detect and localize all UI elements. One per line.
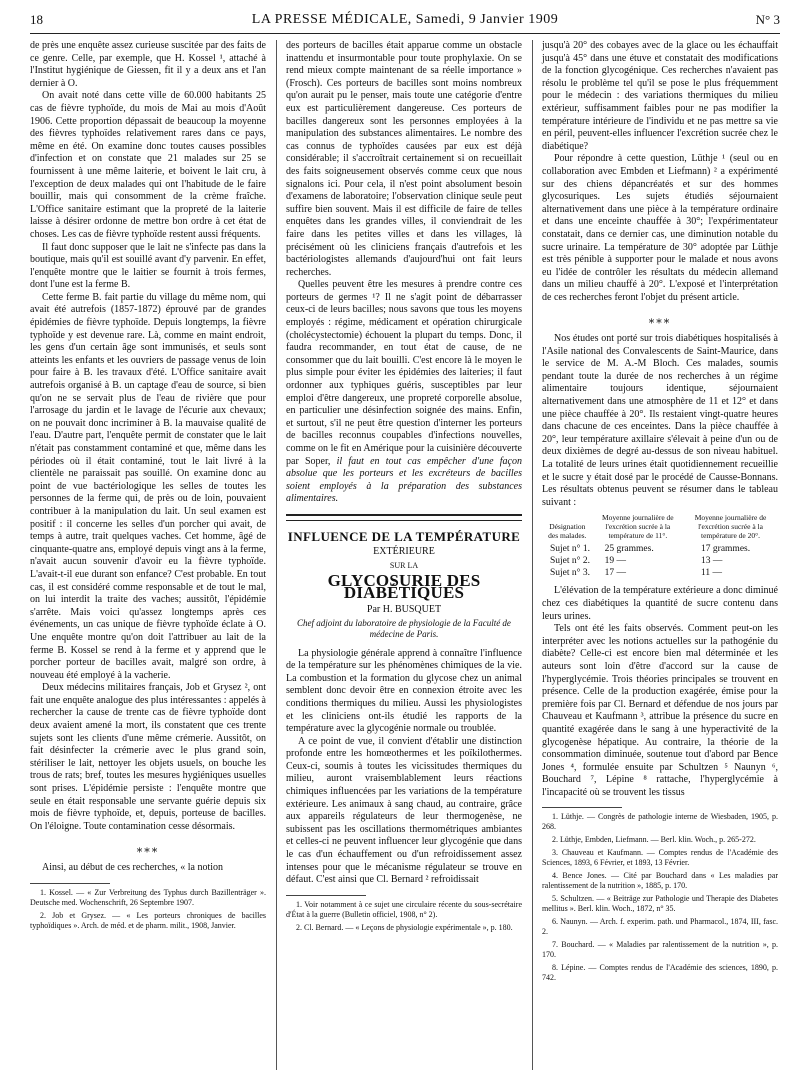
paragraph: de près une enquête assez curieuse suscitée par des faits de ce genre. Celle, par exemple, que H. Kossel ¹, attaché à l'Institut hygiénique de Giessen, fit il y a deux ans et l'an dernier à O.: [30, 40, 266, 89]
footnote: 8. Lépine. — Comptes rendus de l'Académie des sciences, 1890, p. 742.: [542, 963, 778, 983]
table-cell: 19 —: [604, 556, 626, 567]
article-title-main: GLYCOSURIE DES DIABÉTIQUES: [327, 570, 481, 603]
footnote: 5. Schultzen. — « Beiträge zur Pathologie und Therapie des Diabetes mellitus ». Berl. klin. Woch., 1872, n° 35.: [542, 894, 778, 914]
paragraph: Ainsi, au début de ces recherches, « la notion: [42, 862, 224, 873]
table-header: Moyenne journalière de l'excrétion sucrée à la température de 11°.: [602, 513, 674, 541]
journal-title: LA PRESSE MÉDICALE, Samedi, 9 Janvier 1909: [251, 12, 559, 27]
section-separator: ⁎⁎⁎: [136, 843, 160, 856]
footnote: 4. Bence Jones. — Cité par Bouchard dans « Les maladies par ralentissement de la nutrition », 1885, p. 170.: [542, 871, 778, 891]
paragraph: Nos études ont porté sur trois diabétiques hospitalisés à l'Asile national des Convalescents de Saint-Maurice, dans le service de M. A.-M Bloch. Ces malades, soumis pendant toute la durée de nos recherches à un régime alimentaire toujours identique, séjournaient alternativement dans une atmosphère de 11 et 12° et dans une pièce chauffée à 20°. Ils restaient vingt-quatre heures dans chacune de ces enceintes. Dans la pièce chauffée à 20°, leur température axillaire s'élevait à peine d'un ou de deux dixièmes de degré au-dessus de son niveau habituel. La totalité de leurs urines était quotidiennement recueillie et le sucre y était dosé par le procédé de Causse-Bonnans. Les résultats obtenus peuvent se résumer dans le tableau suivant :: [542, 333, 778, 508]
footnote: 1. Voir notamment à ce sujet une circulaire récente du sous-secrétaire d'État à la guerre (Bulletin officiel, 1908, n° 2).: [286, 899, 522, 919]
paragraph: jusqu'à 20° des cobayes avec de la glace ou les échauffait jusqu'à 45° dans une étuve et constatait des modifications de la fonction glycogénique. Ces recherches n'avaient pas résolu le problème tel qu'il se pose le plus fréquemment pour le médecin : des variations thermiques du milieu extérieur, suffisamment faibles pour ne pas modifier la température intérieure de l'individu et ne pas mettre sa vie en péril, peuvent-elles influencer l'excrétion sucrée chez le diabétique?: [542, 40, 778, 152]
article-author: Par H. BUSQUET: [366, 603, 442, 615]
paragraph: Deux médecins militaires français, Job et Grysez ², ont fait une enquête analogue des plus intéressantes : appelés à rechercher la cause de trente cas de fièvre typhoïde dont deux avaient amené la mort, ils constatent que ces trente sujets sont les clients d'une même crémerie. Aussitôt, on fait désinfecter la crémerie avec le plus grand soin, stériliser le lait, nettoyer les objets usuels, on bouche les trous de rats; bref, toutes les mesures hygiéniques usuelles sont prises. L'épidémie persiste : l'enquête montre que seule en était responsable une servante guérie depuis six mois de fièvre typhoïde, et, depuis, porteuse de bacilles. On l'éloigne. Toute contamination cesse désormais.: [30, 682, 266, 832]
page-number: 18: [30, 12, 43, 27]
section-separator: ⁎⁎⁎: [648, 314, 672, 327]
table-cell: Sujet n° 1.: [550, 544, 590, 555]
emphasized-text: il faut en tout cas empêcher d'une façon absolue que les porteurs et les excréteurs de bacilles soient employés à la préparation des substances alimentaires.: [286, 455, 522, 505]
table-header: Moyenne journalière de l'excrétion sucrée à la température de 20°.: [694, 513, 767, 541]
table-cell: 17 grammes.: [701, 544, 751, 555]
header-rule: [30, 33, 780, 34]
article-rule: [286, 514, 522, 516]
author-affiliation: Chef adjoint du laboratoire de physiologie de la Faculté de médecine de Paris.: [297, 617, 511, 639]
footnote-rule: [542, 807, 622, 808]
table-cell: 17 —: [604, 568, 626, 579]
paragraph: des porteurs de bacilles était apparue comme un obstacle inattendu et insurmontable pour toute prophylaxie. On se rend mieux compte maintenant de sa réelle importance » (Frosch). Ces porteurs de bacilles sont moins nombreux qu'on aurait pu le penser, mais toute une catégorie d'entre eux est particulièrement dangereuse. Ces porteurs de bacilles dangereux sont les personnes employées à la manipulation des substances alimentaires. Le nombre des cas connus de typhoïdes causées par eux est déjà considérable; il s'accroîtrait certainement si on recueillait des faits soigneusement observés comme ceux que nous signalons ici. Pour cela, il n'est point absolument besoin d'examens de laboratoire; l'observation clinique seule peut suffire bien souvent. Mais il est difficile de faire de telles enquêtes dans les grandes villes, il conviendrait de les faire dans les petites villes et dans les villages, là précisément où les cliniciens français d'autrefois et les bactériologistes allemands d'aujourd'hui ont fait leurs recherches.: [286, 40, 522, 278]
table-row: [542, 555, 778, 567]
table-row: [542, 567, 778, 579]
column-separator: [532, 40, 533, 1070]
footnote-rule: [30, 883, 110, 884]
table-cell: Sujet n° 3.: [550, 568, 590, 579]
issue-number: N° 3: [755, 12, 780, 27]
paragraph: On avait noté dans cette ville de 60.000 habitants 25 cas de fièvre typhoïde, du mois de Mai au mois d'Août 1906. Cette proportion dépassait de beaucoup la moyenne des fièvres typhoïdes relativement rares dans ce pays, même en été. On examine donc toutes causes possibles d'infection et on constate que 21 malades sur 25 se fournissent à une même laiterie, et boivent le lait cru, à l'exception de deux malades qui ont l'habitude de le faire bouillir, mais qui consomment de la crème fraîche. L'Office sanitaire estimant que la propreté de la laiterie laisse à désirer ordonne de mettre bon ordre à cet état de choses. Les cas de fièvre typhoïde restent aussi fréquents.: [30, 90, 266, 240]
footnote: 3. Chauveau et Kaufmann. — Comptes rendus de l'Académie des Sciences, 1893, 6 Février, et 1893, 13 Février.: [542, 848, 778, 868]
article-header: [286, 528, 522, 640]
article-title-line: SUR LA: [389, 561, 419, 571]
paragraph: [286, 279, 522, 506]
column-1: [30, 40, 266, 1040]
footnote: 6. Naunyn. — Arch. f. experim. path. und Pharmacol., 1874, III, fasc. 2.: [542, 917, 778, 937]
footnote: 1. Kossel. — « Zur Verbreitung des Typhus durch Bazillenträger ». Deutsche med. Wochenschrift, 26 Septembre 1907.: [30, 887, 266, 907]
paragraph: Cette ferme B. fait partie du village du même nom, qui avait été autrefois (1857-1872) éprouvé par de grandes épidémies de fièvre typhoïde. Depuis longtemps, la fièvre typhoïde y est devenue rare. Là, comme en maint endroit, les gens d'un certain âge sont immunisés, et seuls sont atteints les enfants et les ouvriers de passage venus de loin pour faire à B. les travaux d'été. L'Office sanitaire avait autrefois organisé à B. un captage d'eau de source, si bien qu'on ne se servait plus de l'eau de rivière que pour l'arrosage du jardin et le lavage de l'écurie aux chevaux; on ne pouvait donc incriminer à B. la mauvaise qualité de l'eau. D'autre part, l'enquête permit de constater que le lait n'était pas constamment contaminé et que, même dans les périodes où il était contaminé, tout le lait livré à la clientèle ne paraissait pas souillé. On examine donc au point de vue bactériologique les selles de toutes les personnes de la ferme qui, de près ou de loin, pouvaient contribuer à la manipulation du lait. Un seul examen est positif : il concerne les selles d'un porcher qui avait, de temps à autre, trait quelques vaches. Cet homme, âgé de cinquante-quatre ans, employé depuis vingt ans à la ferme, n'avait aucun souvenir d'avoir eu la fièvre typhoïde. L'avait-t-il eue durant son enfance? C'est probable. En tout cas, il est considéré comme responsable et de tout le mal, on lui interdit la traite des vaches; aussitôt, l'épidémie s'arrête. Mais voici qu'assez longtemps après ces événements, un cas unique de fièvre typhoïde éclate à O. Une enquête montre qu'on doit l'attribuer au lait de la ferme B. Kossel se rend à la ferme et y apprend que le porcher porteur de bacilles avait, malgré son ordre, à nouveau été employé à la vacherie.: [30, 291, 266, 681]
paragraph: Pour répondre à cette question, Lüthje ¹ (seul ou en collaboration avec Embden et Liefmann) ² a expérimenté sur des chiens dépancréatés et sur des hommes glycosuriques. Les sujets étudiés séjournaient alternativement dans une pièce à la température ordinaire et dans une enceinte chauffée à 30°; l'expérimentateur constatait, dans ce dernier cas, une diminution notable du sucre urinaire. La température de 30° adoptée par Lüthje est très pénible à supporter pour le malade et nous avons eu l'idée de contrôler les résultats du médecin allemand dans un milieu chauffé à 20°. L'exposé et l'interprétation de ces recherches feront l'objet du présent article.: [542, 153, 778, 303]
column-2: [286, 40, 522, 936]
article-rule: [286, 520, 522, 521]
paragraph: La physiologie générale apprend à connaître l'influence de la température sur les phénomènes chimiques de la vie. La combustion et la formation du glycose chez un animal semblent donc devoir être en connexion étroite avec les conditions thermiques du milieu. Aussi les physiologistes et les cliniciens ont-ils étudié les rapports de la température avec la glycogénie normale ou troublée.: [286, 647, 522, 735]
table-cell: Sujet n° 2.: [550, 556, 590, 567]
table-cell: 13 —: [701, 556, 723, 567]
table-cell: 25 grammes.: [604, 544, 654, 555]
paragraph-text: Quelles peuvent être les mesures à prendre contre ces porteurs de germes ¹? Il ne s'agit point de débarrasser ceux-ci de leurs bacilles; nous savons que tous les moyens employés : régime, médicament et opération chirurgicale (cholécystectomie) échouent la plupart du temps. Donc, il faudra recommander, en tout état de cause, de ne consommer que du lait bouilli. C'est encore là le moyen le plus simple pour éviter les épidémies des laiteries; il faut ordonner aux typhiques guéris, susceptibles par leur emploi d'être dangereux, une propreté corporelle absolue, en particulier une désinfection soignée des mains. Enfin, et surtout, s'il ne peut être question d'interner les porteurs de bacilles reconnus coupables d'infections nouvelles, comme on le fit en Amérique pour la cuisinière découverte par Soper,: [286, 279, 522, 467]
article-title-line: EXTÉRIEURE: [373, 545, 435, 557]
results-table: [542, 513, 778, 579]
footnote: 7. Bouchard. — « Maladies par ralentissement de la nutrition », p. 170.: [542, 940, 778, 960]
page-header: [30, 12, 780, 34]
paragraph: Tels ont été les faits observés. Comment peut-on les interpréter avec les notions actuelles sur la pathogénie du diabète? Celle-ci est encore bien mal déterminée et les auteurs sont loin d'être d'accord sur la cause de l'hyperglycémie. Trois théories principales se trouvent en présence. Celle de la production exagérée, émise pour la première fois par Cl. Bernard et défendue de nos jours par Chauveau et Kaufmann ³, attribue la présence du sucre en quantité exagérée dans le sang à une hyperactivité de la glycogenèse hépatique. Au contraire, la théorie de la consommation diminuée, soutenue tout d'abord par Bence Jones ⁴, formulée ensuite par Schultzen ⁵ Naunyn ⁶, Bouchard ⁷, Lépine ⁸ rattache, l'hyperglycémie à l'incapacité où se trouvent les tissus: [542, 623, 778, 798]
table-header-row: [542, 513, 778, 543]
table-row: [542, 543, 778, 555]
footnote: 2. Cl. Bernard. — « Leçons de physiologie expérimentale », p. 180.: [296, 922, 513, 932]
column-separator: [276, 40, 277, 1070]
table-cell: 11 —: [701, 568, 723, 579]
paragraph: Il faut donc supposer que le lait ne s'infecte pas dans la boutique, mais qu'il est souillé avant d'y parvenir. En effet, l'enquête montre que le laitier se fournit à trois fermes, dont l'une est la ferme B.: [30, 241, 266, 291]
article-title-line: INFLUENCE DE LA TEMPÉRATURE: [287, 528, 521, 544]
footnote: 2. Job et Grysez. — « Les porteurs chroniques de bacilles typhoïdiques ». Arch. de méd. et de pharm. milit., 1908, Janvier.: [30, 910, 266, 930]
paragraph: L'élévation de la température extérieure a donc diminué chez ces diabétiques la quantité de sucre contenu dans leurs urines.: [542, 585, 778, 622]
footnote: 1. Lüthje. — Congrès de pathologie interne de Wiesbaden, 1905, p. 268.: [542, 812, 778, 832]
footnote: 2. Lüthje, Embden, Liefmann. — Berl. klin. Woch., p. 265-272.: [552, 835, 756, 845]
paragraph: A ce point de vue, il convient d'établir une distinction profonde entre les homœothermes et les poïkilothermes. Ceux-ci, soumis à toutes les vicissitudes thermiques du milieu, auront vraisemblablement leurs réactions chimiques influencées par les variations de la température extérieure. Les animaux à sang chaud, au contraire, grâce aux appareils régulateurs de leur thermogenèse, ne subissent pas les oscillations thermométriques ambiantes et celles-ci ne peuvent influencer leur glycogénie que dans le cas d'un échauffement ou d'un refroidissement assez intenses pour que le mécanisme régulateur se trouve en défaut. C'est ainsi que Cl. Bernard ² refroidissait: [286, 735, 522, 886]
column-3: [542, 40, 778, 986]
footnote-rule: [286, 895, 366, 896]
table-header: Désignation des malades.: [548, 522, 587, 541]
